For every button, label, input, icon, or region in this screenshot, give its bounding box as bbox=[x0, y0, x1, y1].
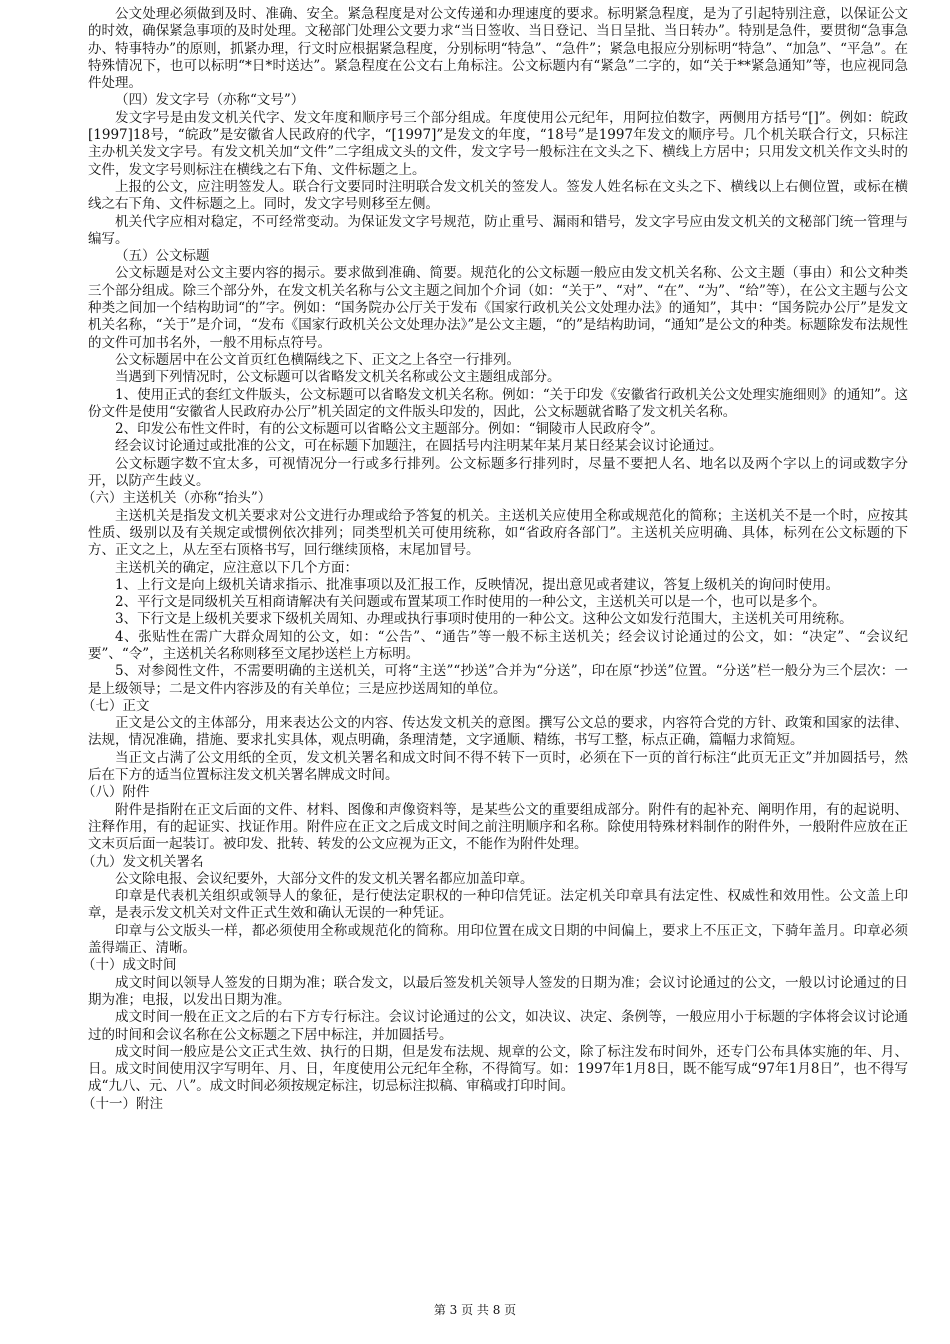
body-paragraph: 印章与公文版头一样，都必须使用全称或规范化的简称。用印位置在成文日期的中间偏上，要求上不压正文，下骑年盖月。印章必须盖得端正、清晰。 bbox=[88, 922, 908, 957]
section-heading: （九）发文机关署名 bbox=[82, 853, 204, 870]
body-paragraph: 机关代字应相对稳定，不可经常变动。为保证发文字号规范，防止重号、漏雨和错号，发文字号应由发文机关的文秘部门统一管理与编写。 bbox=[88, 213, 908, 247]
section-heading: （十）成文时间 bbox=[82, 957, 177, 974]
body-paragraph: 主送机关是指发文机关要求对公文进行办理或给予答复的机关。主送机关应使用全称或规范化的简称；主送机关不是一个时，应按其性质、级别以及有关规定或惯例依次排列；同类型机关可使用统称，如“省政府各部门”。主送机关应明确、具体，标列在公文标题的下方、正文之上，从左至右顶格书写，回行继续顶格，末尾加冒号。 bbox=[88, 507, 908, 559]
section-heading: （八）附件 bbox=[82, 784, 150, 801]
body-paragraph: 公文处理必须做到及时、准确、安全。紧急程度是对公文传递和办理速度的要求。标明紧急程度，是为了引起特别注意，以保证公文的时效，确保紧急事项的及时处理。文秘部门处理公文要力求“当日签收、当日登记、当日呈批、当日转办”。特别是急件，要贯彻“急事急办、特事特办”的原则，抓紧办理，行文时应根据紧急程度，分别标明“特急”、“急件”；紧急电报应分别标明“特急”、“加急”、“平急”。在特殊情况下，也可以标明“*日*时送达”。紧急程度在公文右上角标注。公文标题内有“紧急”二字的，如“关于**紧急通知”等，也应视同急件处理。 bbox=[88, 6, 908, 92]
body-paragraph: 当正文占满了公文用纸的全页，发文机关署名和成文时间不得不转下一页时，必须在下一页的首行标注“此页无正文”并加圆括号，然后在下方的适当位置标注发文机关署名牌成文时间。 bbox=[88, 749, 908, 784]
body-paragraph: 当遇到下列情况时，公文标题可以省略发文机关名称或公文主题组成部分。 bbox=[115, 369, 561, 386]
body-paragraph: 2、平行文是同级机关互相商请解决有关问题或布置某项工作时使用的一种公文，主送机关可以是一个，也可以是多个。 bbox=[115, 594, 826, 611]
body-paragraph: 印章是代表机关组织或领导人的象征，是行使法定职权的一种印信凭证。法定机关印章具有法定性、权威性和效用性。公文盖上印章，是表示发文机关对文件正式生效和确认无误的一种凭证。 bbox=[88, 888, 908, 922]
body-paragraph: 附件是指附在正文后面的文件、材料、图像和声像资料等，是某些公文的重要组成部分。附件有的起补充、阐明作用，有的起说明、注释作用，有的起证实、找证作用。附件应在正文之后成文时间之前注明顺序和名称。除使用特殊材料制作的附件外，一般附件应放在正文末页后面一起装订。被印发、批转、转发的公文应视为正文，不能作为附件处理。 bbox=[88, 801, 908, 853]
body-paragraph: 成文时间一般应是公文正式生效、执行的日期，但是发布法规、规章的公文，除了标注发布时间外，还专门公布具体实施的年、月、日。成文时间使用汉字写明年、月、日，年度使用公元纪年全称，不得简写。如：1997年1月8日，既不能写成“97年1月8日”，也不得写成“九八、元、八”。成文时间必须按规定标注，切忌标注拟稿、审稿或打印时间。 bbox=[88, 1043, 908, 1095]
body-paragraph: 5、对参阅性文件，不需要明确的主送机关，可将“主送”“抄送”合并为“分送”，印在原“抄送”位置。“分送”栏一般分为三个层次：一是上级领导；二是文件内容涉及的有关单位；三是应抄送周知的单位。 bbox=[88, 663, 908, 697]
body-paragraph: 4、张贴性在需广大群众周知的公文，如：“公告”、“通告”等一般不标主送机关；经会议讨论通过的公文，如：“决定”、“会议纪要”、“令”，主送机关名称则移至文尾抄送栏上方标明。 bbox=[88, 628, 908, 662]
body-paragraph: 公文标题字数不宜太多，可视情况分一行或多行排列。公文标题多行排列时，尽量不要把人名、地名以及两个字以上的词或数字分开，以防产生歧义。 bbox=[88, 455, 908, 490]
body-paragraph: 成文时间以领导人签发的日期为准；联合发文，以最后签发机关领导人签发的日期为准；会议讨论通过的公文，一般以讨论通过的日期为准；电报，以发出日期为准。 bbox=[88, 974, 908, 1008]
body-paragraph: 上报的公文，应注明签发人。联合行文要同时注明联合发文机关的签发人。签发人姓名标在文头之下、横线以上右侧位置，或标在横线之右下角、文件标题之上。同时，发文字号则移至左侧。 bbox=[88, 178, 908, 213]
section-heading: （六）主送机关（亦称“抬头”） bbox=[82, 490, 272, 507]
body-paragraph: 经会议讨论通过或批准的公文，可在标题下加题注，在圆括号内注明某年某月某日经某会议讨论通过。 bbox=[115, 438, 723, 455]
body-paragraph: 主送机关的确定，应注意以下几个方面： bbox=[115, 559, 358, 576]
document-page bbox=[82, 0, 908, 1344]
section-heading: （四）发文字号（亦称“文号”） bbox=[115, 92, 305, 109]
section-heading: （十一）附注 bbox=[82, 1095, 163, 1112]
page-number-footer: 第 3 页 共 8 页 bbox=[433, 1303, 517, 1317]
section-heading: （五）公文标题 bbox=[115, 248, 210, 265]
body-paragraph: 发文字号是由发文机关代字、发文年度和顺序号三个部分组成。年度使用公元纪年，用阿拉伯数字，两侧用方括号“[]”。例如：皖政[1997]18号，“皖政”是安徽省人民政府的代字，“[1997]”是发文的年度，“18号”是1997年发文的顺序号。几个机关联合行文，只标注主办机关发文字号。有发文机关加“文件”二字组成文头的文件，发文字号一般标注在文头之下、横线上方居中；只用发文机关作文头时的文件，发文字号则标注在横线之右下角、文件标题之上。 bbox=[88, 109, 908, 178]
body-paragraph: 公文除电报、会议纪要外，大部分文件的发文机关署名都应加盖印章。 bbox=[115, 870, 534, 887]
body-paragraph: 2、印发公布性文件时，有的公文标题可以省略公文主题部分。例如：“铜陵市人民政府令”。 bbox=[115, 421, 664, 438]
body-paragraph: 正文是公文的主体部分，用来表达公文的内容、传达发文机关的意图。撰写公文总的要求，内容符合党的方针、政策和国家的法律、法规，情况准确，措施、要求扎实具体，观点明确，条理清楚，文字通顺、精练，书写工整，标点正确，篇幅力求简短。 bbox=[88, 715, 908, 749]
body-paragraph: 1、使用正式的套红文件版头，公文标题可以省略发文机关名称。例如：“关于印发《安徽省行政机关公文处理实施细则》的通知”。这份文件是使用“安徽省人民政府办公厅”机关固定的文件版头印发的，因此，公文标题就省略了发文机关名称。 bbox=[88, 386, 908, 420]
section-heading: （七）正文 bbox=[82, 697, 150, 714]
body-paragraph: 公文标题居中在公文首页红色横隔线之下、正文之上各空一行排列。 bbox=[115, 351, 520, 368]
body-paragraph: 1、上行文是向上级机关请求指示、批准事项以及汇报工作，反映情况，提出意见或者建议，答复上级机关的询问时使用。 bbox=[115, 576, 840, 593]
document-body bbox=[82, 6, 908, 1113]
body-paragraph: 公文标题是对公文主要内容的揭示。要求做到准确、简要。规范化的公文标题一般应由发文机关名称、公文主题（事由）和公文种类三个部分组成。除三个部分外，在发文机关名称与公文主题之间加个介词（如：“关于”、“对”、“在”、“为”、“给”等），在公文主题与公文种类之间加一个结构助词“的”字。例如：“国务院办公厅关于发布《国家行政机关公文处理办法》的通知”，其中：“国务院办公厅”是发文机关名称，“关于”是介词，“发布《国家行政机关公文处理办法》”是公文主题，“的”是结构助词，“通知”是公文的种类。标题除发布法规性的文件可加书名外，一般不用标点符号。 bbox=[88, 265, 908, 351]
body-paragraph: 3、下行文是上级机关要求下级机关周知、办理或执行事项时使用的一种公文。这种公文如发行范围大，主送机关可用统称。 bbox=[115, 611, 853, 628]
body-paragraph: 成文时间一般在正文之后的右下方专行标注。会议讨论通过的公文，如决议、决定、条例等，一般应用小于标题的字体将会议讨论通过的时间和会议名称在公文标题之下居中标注，并加圆括号。 bbox=[88, 1009, 908, 1043]
